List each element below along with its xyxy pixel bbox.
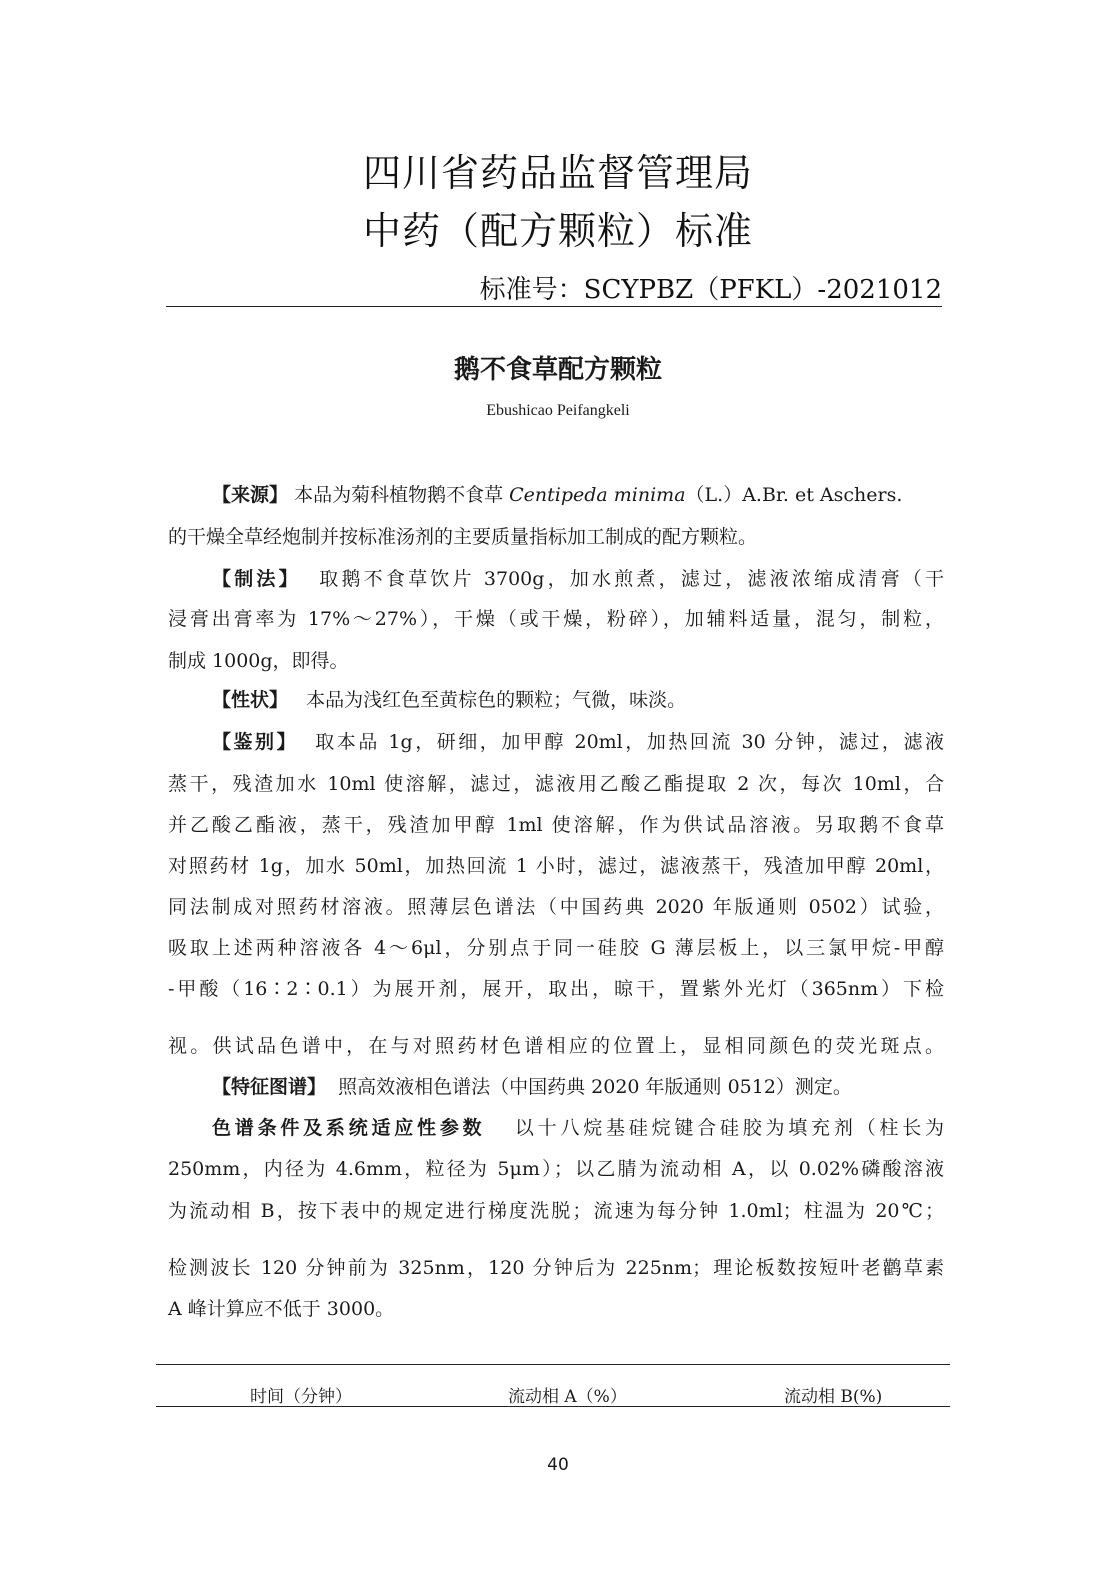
method-tag: 【制法】 <box>212 568 301 590</box>
ident-line-7: -甲酸（16∶2∶0.1）为展开剂，展开，取出，晾干，置紫外光灯（365nm）下检 <box>168 978 944 1000</box>
chrom-conditions-tag: 色谱条件及系统适应性参数 <box>212 1117 486 1139</box>
method-text-1: 取鹅不食草饮片 3700g，加水煎煮，滤过，滤液浓缩成清膏（干 <box>319 568 944 590</box>
table-top-rule <box>156 1364 950 1365</box>
document-title-line2: 中药（配方颗粒）标准 <box>362 209 753 253</box>
chrom-text-1: 以十八烷基硅烷键合硅胶为填充剂（柱长为 <box>514 1117 944 1139</box>
fingerprint-line-1 <box>168 1075 944 1099</box>
standard-number <box>480 269 942 306</box>
source-text-a: 本品为菊科植物鹅不食草 <box>294 484 510 506</box>
ident-line-4: 对照药材 1g，加水 50ml，加热回流 1 小时，滤过，滤液蒸干，残渣加甲醇 20ml， <box>168 855 944 877</box>
chrom-line-1 <box>168 1116 944 1140</box>
source-text-b: （L.）A.Br. et Aschers. <box>685 484 903 506</box>
ident-line-5: 同法制成对照药材溶液。照薄层色谱法（中国药典 2020 年版通则 0502）试验， <box>168 896 944 918</box>
table-header-mobile-b: 流动相 B(%) <box>784 1387 883 1407</box>
source-line-2: 的干燥全草经炮制并按标准汤剂的主要质量指标加工制成的配方颗粒。 <box>168 526 758 548</box>
table-header-rule <box>156 1406 950 1407</box>
drug-name-cn: 鹅不食草配方颗粒 <box>453 355 662 385</box>
method-line-3: 制成 1000g，即得。 <box>168 650 349 672</box>
ident-line-2: 蒸干，残渣加水 10ml 使溶解，滤过，滤液用乙酸乙酯提取 2 次，每次 10ml，合 <box>168 773 944 795</box>
ident-line-6: 吸取上述两种溶液各 4～6μl，分别点于同一硅胶 G 薄层板上，以三氯甲烷-甲醇 <box>168 937 944 959</box>
ident-text-1: 取本品 1g，研细，加甲醇 20ml，加热回流 30 分钟，滤过，滤液 <box>315 731 944 753</box>
source-line-1 <box>168 483 944 507</box>
chrom-line-3: 为流动相 B，按下表中的规定进行梯度洗脱；流速为每分钟 1.0ml；柱温为 20℃； <box>168 1200 944 1222</box>
table-header-time: 时间（分钟） <box>250 1387 352 1407</box>
chrom-line-4: 检测波长 120 分钟前为 325nm，120 分钟后为 225nm；理论板数按短叶老鹳草素 <box>168 1257 944 1279</box>
method-line-2: 浸膏出膏率为 17%～27%），干燥（或干燥，粉碎），加辅料适量，混匀，制粒， <box>168 608 944 630</box>
header-divider <box>166 306 942 307</box>
fingerprint-tag: 【特征图谱】 <box>212 1076 327 1098</box>
standard-number-label: 标准号： <box>479 275 584 305</box>
source-tag: 【来源】 <box>212 484 289 506</box>
identification-tag: 【鉴别】 <box>212 731 299 753</box>
ident-line-1 <box>168 730 944 754</box>
chrom-line-5: A 峰计算应不低于 3000。 <box>168 1298 395 1320</box>
page-number: 40 <box>547 1455 569 1475</box>
species-name: Centipeda minima <box>509 484 686 506</box>
character-text: 本品为浅红色至黄棕色的颗粒；气微，味淡。 <box>306 689 687 711</box>
table-header-mobile-a: 流动相 A（%） <box>508 1387 627 1407</box>
method-line-1 <box>168 567 944 591</box>
ident-line-8: 视。供试品色谱中，在与对照药材色谱相应的位置上，显相同颜色的荧光斑点。 <box>168 1035 944 1057</box>
fingerprint-text: 照高效液相色谱法（中国药典 2020 年版通则 0512）测定。 <box>338 1076 852 1098</box>
document-title-line1: 四川省药品监督管理局 <box>362 151 753 195</box>
character-line-1 <box>168 688 944 712</box>
chrom-line-2: 250mm，内径为 4.6mm，粒径为 5μm）；以乙腈为流动相 A，以 0.02%磷酸溶液 <box>168 1158 944 1180</box>
standard-number-value: SCYPBZ（PFKL）-2021012 <box>583 275 942 305</box>
character-tag: 【性状】 <box>212 689 289 711</box>
ident-line-3: 并乙酸乙酯液，蒸干，残渣加甲醇 1ml 使溶解，作为供试品溶液。另取鹅不食草 <box>168 814 944 836</box>
drug-name-latin: Ebushicao Peifangkeli <box>486 402 630 419</box>
